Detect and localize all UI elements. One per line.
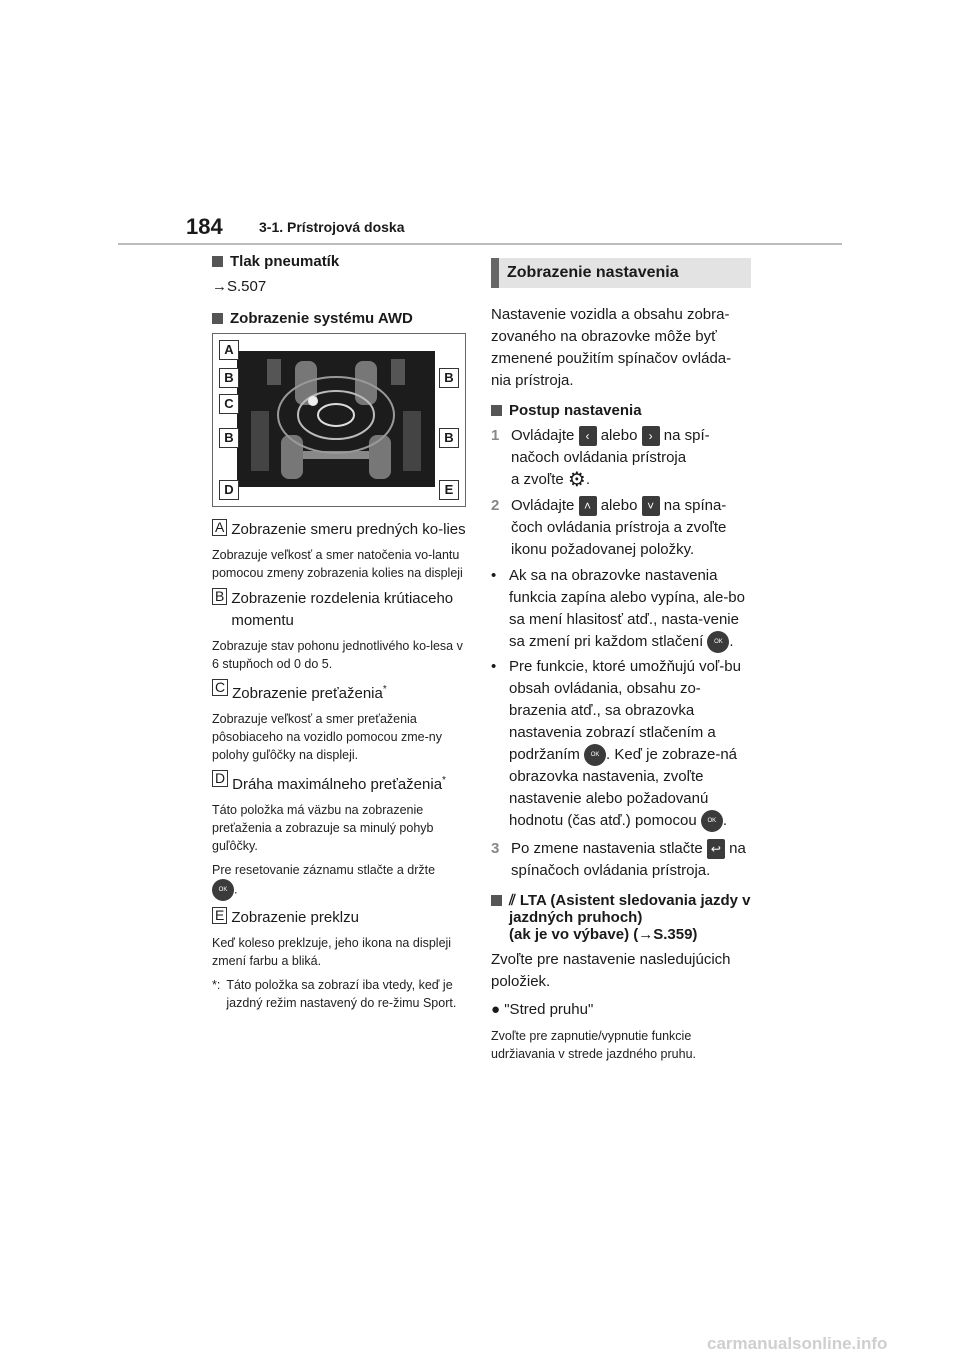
- chevron-down-icon: ˅: [642, 496, 660, 516]
- label-c: C: [219, 394, 239, 414]
- ok-button-icon: OK: [701, 810, 723, 832]
- awd-diagram: [212, 333, 466, 507]
- awd-graphic: [237, 351, 435, 487]
- step-1: 1 Ovládajte ‹ alebo › na spí-načoch ovládania prístroja a zvoľte ⚙.: [491, 427, 710, 492]
- awd-heading: Zobrazenie systému AWD: [212, 310, 472, 327]
- procedure-heading: Postup nastavenia: [491, 402, 751, 419]
- square-bullet-icon: [212, 256, 223, 267]
- step-2: 2 Ovládajte ˄ alebo ˅ na spína-čoch ovládania prístroja a zvoľte ikonu požadovanej položky.: [491, 497, 727, 559]
- label-d: D: [219, 480, 239, 500]
- header-rule: [118, 243, 842, 245]
- chevron-up-icon: ˄: [579, 496, 597, 516]
- lane-center-desc: Zvoľte pre zapnutie/vypnutie funkcie udržiavania v strede jazdného pruhu.: [491, 1029, 696, 1062]
- chevron-left-icon: ‹: [579, 426, 597, 446]
- square-bullet-icon: [212, 313, 223, 324]
- gear-icon: ⚙: [567, 469, 586, 492]
- settings-intro: Nastavenie vozidla a obsahu zobra-zovaného na obrazovke môže byť zmenené použitím spínačov ovláda-nia prístroja.: [491, 306, 732, 389]
- step-3: 3 Po zmene nastavenia stlačte ↩ na spínačoch ovládania prístroja.: [491, 840, 746, 880]
- footnote: *: Táto položka sa zobrazí iba vtedy, keď je jazdný režim nastavený do re-žimu Sport.: [212, 978, 457, 1010]
- left-column: [212, 253, 472, 1018]
- label-e: E: [439, 480, 459, 500]
- page-number: 184: [186, 214, 223, 239]
- item-d-desc: Táto položka má väzbu na zobrazenie preťaženia a zobrazuje sa minulý pohyb guľôčky.: [212, 803, 434, 853]
- item-a: A Zobrazenie smeru predných ko-lies: [212, 519, 472, 541]
- item-e: E Zobrazenie preklzu: [212, 907, 472, 929]
- bullet-1: • Ak sa na obrazovke nastavenia funkcia zapína alebo vypína, ale-bo sa mení hlasitosť atď., nasta-venie sa zmení pri každom stlačení OK .: [491, 565, 751, 653]
- item-d: D Dráha maximálneho preťaženia*: [212, 770, 472, 796]
- label-b-right-top: B: [439, 368, 459, 388]
- item-a-desc: Zobrazuje veľkosť a smer natočenia vo-lantu pomocou zmeny zobrazenia kolies na displeji: [212, 548, 463, 580]
- ok-button-icon: OK: [584, 744, 606, 766]
- watermark: carmanualsonline.info: [707, 1334, 888, 1353]
- ok-button-icon: OK: [707, 631, 729, 653]
- item-d-desc2: Pre resetovanie záznamu stlačte a držte OK .: [212, 861, 472, 901]
- bullet-2: • Pre funkcie, ktoré umožňujú voľ-bu obsah ovládania, obsahu zo-brazenia atď., sa obrazovka nastavenia zobrazí stlačením a podržaním OK . Keď je zobraze-ná obrazovka nastavenia, zvoľte nastavenie alebo požadovanú hodnotu (čas atď.) pomocou OK .: [491, 656, 751, 832]
- lta-intro: Zvoľte pre nastavenie nasledujúcich položiek.: [491, 951, 731, 991]
- item-b-desc: Zobrazuje stav pohonu jednotlivého ko-lesa v 6 stupňoch od 0 do 5.: [212, 639, 463, 671]
- tire-ref[interactable]: →S.507: [212, 278, 267, 295]
- square-bullet-icon: [491, 405, 502, 416]
- awd-screen: [237, 351, 435, 487]
- lane-center-item: ● "Stred pruhu": [491, 1001, 594, 1019]
- label-b-left-top: B: [219, 368, 239, 388]
- lane-assist-icon: ⫽: [509, 892, 516, 910]
- settings-banner: Zobrazenie nastavenia: [491, 258, 751, 288]
- lta-heading: ⫽ LTA (Asistent sledovania jazdy v jazdných pruhoch) (ak je vo výbave) (→S.359): [491, 892, 751, 943]
- section-title: 3-1. Prístrojová doska: [259, 219, 405, 235]
- tire-heading: Tlak pneumatík: [212, 253, 472, 270]
- label-b-right-bottom: B: [439, 428, 459, 448]
- item-c: C Zobrazenie preťaženia*: [212, 679, 472, 705]
- item-b: B Zobrazenie rozdelenia krútiaceho momentu: [212, 588, 472, 632]
- label-b-left-bottom: B: [219, 428, 239, 448]
- item-e-desc: Keď koleso preklzuje, jeho ikona na displeji zmení farbu a bliká.: [212, 936, 452, 968]
- ok-button-icon: OK: [212, 879, 234, 901]
- chevron-right-icon: ›: [642, 426, 660, 446]
- square-bullet-icon: [491, 895, 502, 906]
- back-icon: ↩: [707, 839, 725, 859]
- right-column: [491, 258, 751, 1069]
- label-a: A: [219, 340, 239, 360]
- item-c-desc: Zobrazuje veľkosť a smer preťaženia pôsobiaceho na vozidlo pomocou zme-ny polohy guľôčky na displeji.: [212, 712, 442, 762]
